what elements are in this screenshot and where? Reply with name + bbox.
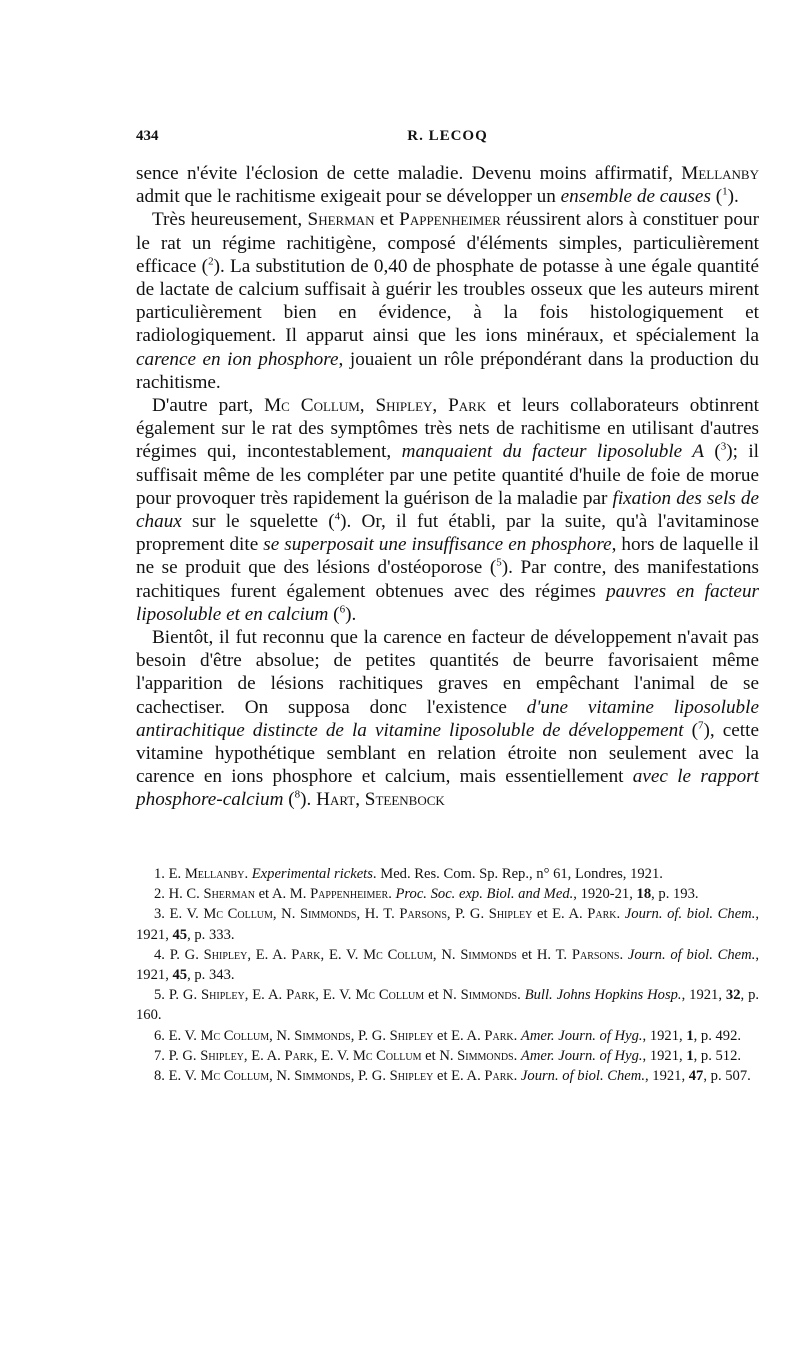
text-run: et E. A. xyxy=(532,906,588,923)
footnote xyxy=(136,904,759,944)
text-run: , p. 492. xyxy=(693,1027,742,1044)
footnote xyxy=(136,884,759,904)
author-name: Simmonds xyxy=(460,987,518,1004)
text-run: , 1921, xyxy=(642,1027,687,1044)
text-run: et leurs collaborateurs obtinrent également sur le rat des symptômes très nets de rachitisme en utilisant d'autres régimes qui, incontestablement, xyxy=(136,395,760,463)
footnote-ref: 4 xyxy=(334,510,341,523)
text-run: . xyxy=(388,886,396,903)
author-name: Shipley xyxy=(200,1047,244,1064)
paragraph xyxy=(136,208,759,394)
text-run: , p. 507. xyxy=(703,1068,751,1085)
text-run: , E. A. xyxy=(247,946,292,963)
italic-text: d'une vitamine liposoluble antirachitique distincte de la vitamine liposoluble de développement xyxy=(136,696,759,741)
author-name: Shipley xyxy=(488,906,533,923)
text-run: , xyxy=(355,789,365,811)
author-name: Mc Collum xyxy=(200,1027,270,1044)
text-run: , P. G. xyxy=(446,906,489,923)
text-run: ). xyxy=(727,186,739,208)
text-run: , P. G. xyxy=(350,1068,390,1085)
text-run: ). xyxy=(345,603,357,625)
text-run: et A. M. xyxy=(254,886,311,903)
text-run: . xyxy=(513,1068,521,1085)
footnote-ref: 2 xyxy=(208,255,214,268)
author-name: Sherman xyxy=(307,209,375,231)
author-name: Park xyxy=(587,906,617,923)
author-name: Steenbock xyxy=(364,789,445,811)
footnote-ref: 3 xyxy=(720,441,727,454)
text-run: ). Par contre, des manifestations rachitiques furent également obtenues avec des régimes xyxy=(136,557,759,602)
text-run: . xyxy=(517,987,525,1004)
italic-text: ensemble de causes xyxy=(560,186,711,208)
text-run: Bientôt, il fut reconnu que la carence en facteur de développement n'avait pas besoin d'être absolue; de petites quantités de beurre favorisaient même l'apparition de lésions rachitiques graves en empêchant l'animal de se cachectiser. On supposa donc l'existence xyxy=(136,627,759,718)
text-run: et N. xyxy=(424,987,461,1004)
text-run: , E. V. xyxy=(315,987,356,1004)
author-name: Parsons xyxy=(399,906,447,923)
page-header xyxy=(136,128,759,152)
text-run: , jouaient un rôle prépondérant dans la production du rachitisme. xyxy=(136,348,759,393)
text-run: ( xyxy=(328,603,340,625)
author-name: Pappenheimer xyxy=(399,209,501,231)
text-run: ( xyxy=(683,719,699,741)
author-name: Park xyxy=(484,1068,514,1085)
italic-text: avec le rapport phosphore-calcium xyxy=(136,766,759,811)
author-name: Park xyxy=(286,987,316,1004)
text-run: 5. P. G. xyxy=(154,987,202,1004)
body-text xyxy=(136,162,759,812)
paragraph xyxy=(136,162,759,208)
text-run: ( xyxy=(283,789,295,811)
text-run: , p. 333. xyxy=(187,926,235,943)
text-run: , H. T. xyxy=(356,906,400,923)
text-run: sence n'évite l'éclosion de cette maladie. Devenu moins affirmatif, xyxy=(136,163,682,184)
text-run: , 1921, xyxy=(644,1068,689,1085)
author-name: Shipley xyxy=(201,987,245,1004)
running-head: R. LECOQ xyxy=(407,128,488,144)
text-run: , E. V. xyxy=(313,1047,353,1064)
text-run: , E. V. xyxy=(320,946,364,963)
author-name: Simmonds xyxy=(299,906,357,923)
text-run: , N. xyxy=(272,906,300,923)
author-name: Park xyxy=(284,1047,314,1064)
paragraph xyxy=(136,626,759,812)
author-name: Shipley xyxy=(389,1068,434,1085)
text-run: , hors de laquelle il ne se produit que des lésions d'ostéoporose ( xyxy=(136,534,760,579)
footnote xyxy=(136,1066,759,1086)
text-run: . xyxy=(244,866,252,882)
text-run: 3. E. V. xyxy=(154,906,204,923)
author-name: Park xyxy=(291,946,321,963)
footnote xyxy=(136,985,759,1025)
author-name: Mc Collum xyxy=(200,1068,270,1085)
text-run: ), cette vitamine hypothétique semblant en relation étroite non seulement avec la carence en ions phosphore et calcium, mais essentiellement xyxy=(136,719,759,788)
italic-text: Journ. of biol. Chem. xyxy=(520,1068,645,1085)
author-name: Mc Collum xyxy=(352,1047,422,1064)
author-name: Parsons xyxy=(571,946,620,963)
text-run: , p. 343. xyxy=(187,967,235,984)
text-run: sur le squelette ( xyxy=(181,511,335,533)
text-run: , xyxy=(432,395,449,417)
footnote-ref: 8 xyxy=(294,789,301,802)
text-run: , 1921, xyxy=(136,906,760,943)
footnote xyxy=(136,1046,759,1066)
text-run: 6. E. V. xyxy=(154,1027,201,1044)
volume-number: 47 xyxy=(688,1068,704,1085)
author-name: Pappenheimer xyxy=(310,886,389,903)
footnote xyxy=(136,1026,759,1046)
italic-text: Amer. Journ. of Hyg. xyxy=(520,1047,643,1064)
text-run: et xyxy=(374,209,400,231)
italic-text: Bull. Johns Hopkins Hosp. xyxy=(524,987,682,1004)
text-run: , 1921, xyxy=(642,1047,687,1064)
author-name: Mc Collum xyxy=(363,946,433,963)
text-run: , N. xyxy=(432,946,461,963)
text-run: ). xyxy=(300,789,317,811)
author-name: Simmonds xyxy=(294,1068,351,1085)
author-name: Mellanby xyxy=(681,163,759,184)
italic-text: pauvres en facteur liposoluble et en calcium xyxy=(136,580,760,625)
footnotes xyxy=(136,864,759,1086)
text-run: , E. A. xyxy=(244,987,287,1004)
text-run: 1. E. xyxy=(154,866,185,882)
author-name: Simmonds xyxy=(294,1027,351,1044)
text-run: , N. xyxy=(269,1027,295,1044)
italic-text: Journ. of biol. Chem. xyxy=(627,946,756,963)
page-number: 434 xyxy=(136,128,159,144)
italic-text: Proc. Soc. exp. Biol. and Med. xyxy=(395,886,574,903)
paragraph xyxy=(136,394,759,626)
text-run: et E. A. xyxy=(433,1027,485,1044)
text-run: , 1921, xyxy=(681,987,726,1004)
italic-text: manquaient du facteur liposoluble A xyxy=(401,441,704,463)
author-name: Shipley xyxy=(389,1027,434,1044)
italic-text: carence en ion phosphore xyxy=(136,348,339,370)
footnote-ref: 5 xyxy=(496,557,502,570)
author-name: Mc Collum xyxy=(355,987,425,1004)
text-run: ). Or, il fut établi, par la suite, qu'à l'avitaminose proprement dite xyxy=(136,511,759,556)
footnote-ref: 1 xyxy=(722,185,728,198)
text-run: , E. A. xyxy=(243,1047,285,1064)
volume-number: 18 xyxy=(636,886,652,903)
text-run: et N. xyxy=(421,1047,458,1064)
text-run: 2. H. C. xyxy=(154,886,204,903)
text-run: . xyxy=(616,906,625,923)
text-run: 7. P. G. xyxy=(154,1047,201,1064)
text-run: 8. E. V. xyxy=(154,1068,201,1085)
text-run: D'autre part, xyxy=(152,395,265,417)
volume-number: 45 xyxy=(172,967,188,984)
author-name: Shipley xyxy=(203,946,248,963)
text-run: ( xyxy=(710,186,723,208)
author-name: Sherman xyxy=(203,886,255,903)
author-name: Hart xyxy=(316,789,356,811)
text-run: , p. 160. xyxy=(136,987,760,1024)
author-name: Park xyxy=(448,395,487,417)
text-run: , 1921, xyxy=(136,946,760,984)
text-run: , N. xyxy=(269,1068,295,1085)
text-run: et H. T. xyxy=(516,946,572,963)
footnote xyxy=(136,945,759,985)
text-run: réussirent alors à constituer pour le rat un régime rachitigène, composé d'éléments simples, particulièrement efficace ( xyxy=(136,209,759,277)
footnote xyxy=(136,864,759,884)
text-run: Très heureusement, xyxy=(152,209,308,231)
volume-number: 45 xyxy=(172,926,188,943)
italic-text: Amer. Journ. of Hyg. xyxy=(520,1027,643,1044)
text-run: , xyxy=(359,395,376,417)
text-run: ( xyxy=(703,441,721,463)
author-name: Park xyxy=(484,1027,514,1044)
text-run: , P. G. xyxy=(350,1027,390,1044)
italic-text: Journ. of. biol. Chem. xyxy=(624,906,756,923)
text-run: , p. 193. xyxy=(651,886,699,903)
footnote-ref: 6 xyxy=(339,603,346,616)
text-run: admit que le rachitisme exigeait pour se développer un xyxy=(136,186,561,208)
text-run: et E. A. xyxy=(433,1068,485,1085)
author-name: Mc Collum xyxy=(203,906,273,923)
volume-number: 1 xyxy=(686,1047,694,1064)
author-name: Mc Collum xyxy=(264,395,360,417)
author-name: Simmonds xyxy=(460,946,517,963)
italic-text: se superposait une insuffisance en phosphore xyxy=(263,534,612,556)
text-run: . Med. Res. Com. Sp. Rep., n° 61, Londres, 1921. xyxy=(372,866,663,882)
footnote-ref: 7 xyxy=(698,719,704,732)
author-name: Simmonds xyxy=(457,1047,514,1064)
text-run: . xyxy=(619,946,628,963)
text-run: ); il suffisait même de les compléter par une petite quantité d'huile de foie de morue pour provoquer très rapidement la guérison de la maladie par xyxy=(136,441,759,509)
text-run: . xyxy=(513,1027,521,1044)
text-run: , 1920-21, xyxy=(573,886,637,903)
text-run: ). La substitution de 0,40 de phosphate de potasse à une égale quantité de lactate de calcium suffisait à guérir les troubles osseux que les auteurs mirent particulièrement bien en évidence, à la fois histologiquement et radiologiquement. Il apparut ainsi que les ions minéraux, et spécialement la xyxy=(136,255,759,347)
italic-text: Experimental rickets xyxy=(251,866,373,882)
text-run: , p. 512. xyxy=(693,1047,742,1064)
text-run: . xyxy=(513,1047,521,1064)
volume-number: 32 xyxy=(725,987,741,1004)
author-name: Mellanby xyxy=(184,866,245,882)
author-name: Shipley xyxy=(375,395,433,417)
italic-text: fixation des sels de chaux xyxy=(136,487,759,533)
text-run: 4. P. G. xyxy=(154,946,204,963)
volume-number: 1 xyxy=(686,1027,694,1044)
